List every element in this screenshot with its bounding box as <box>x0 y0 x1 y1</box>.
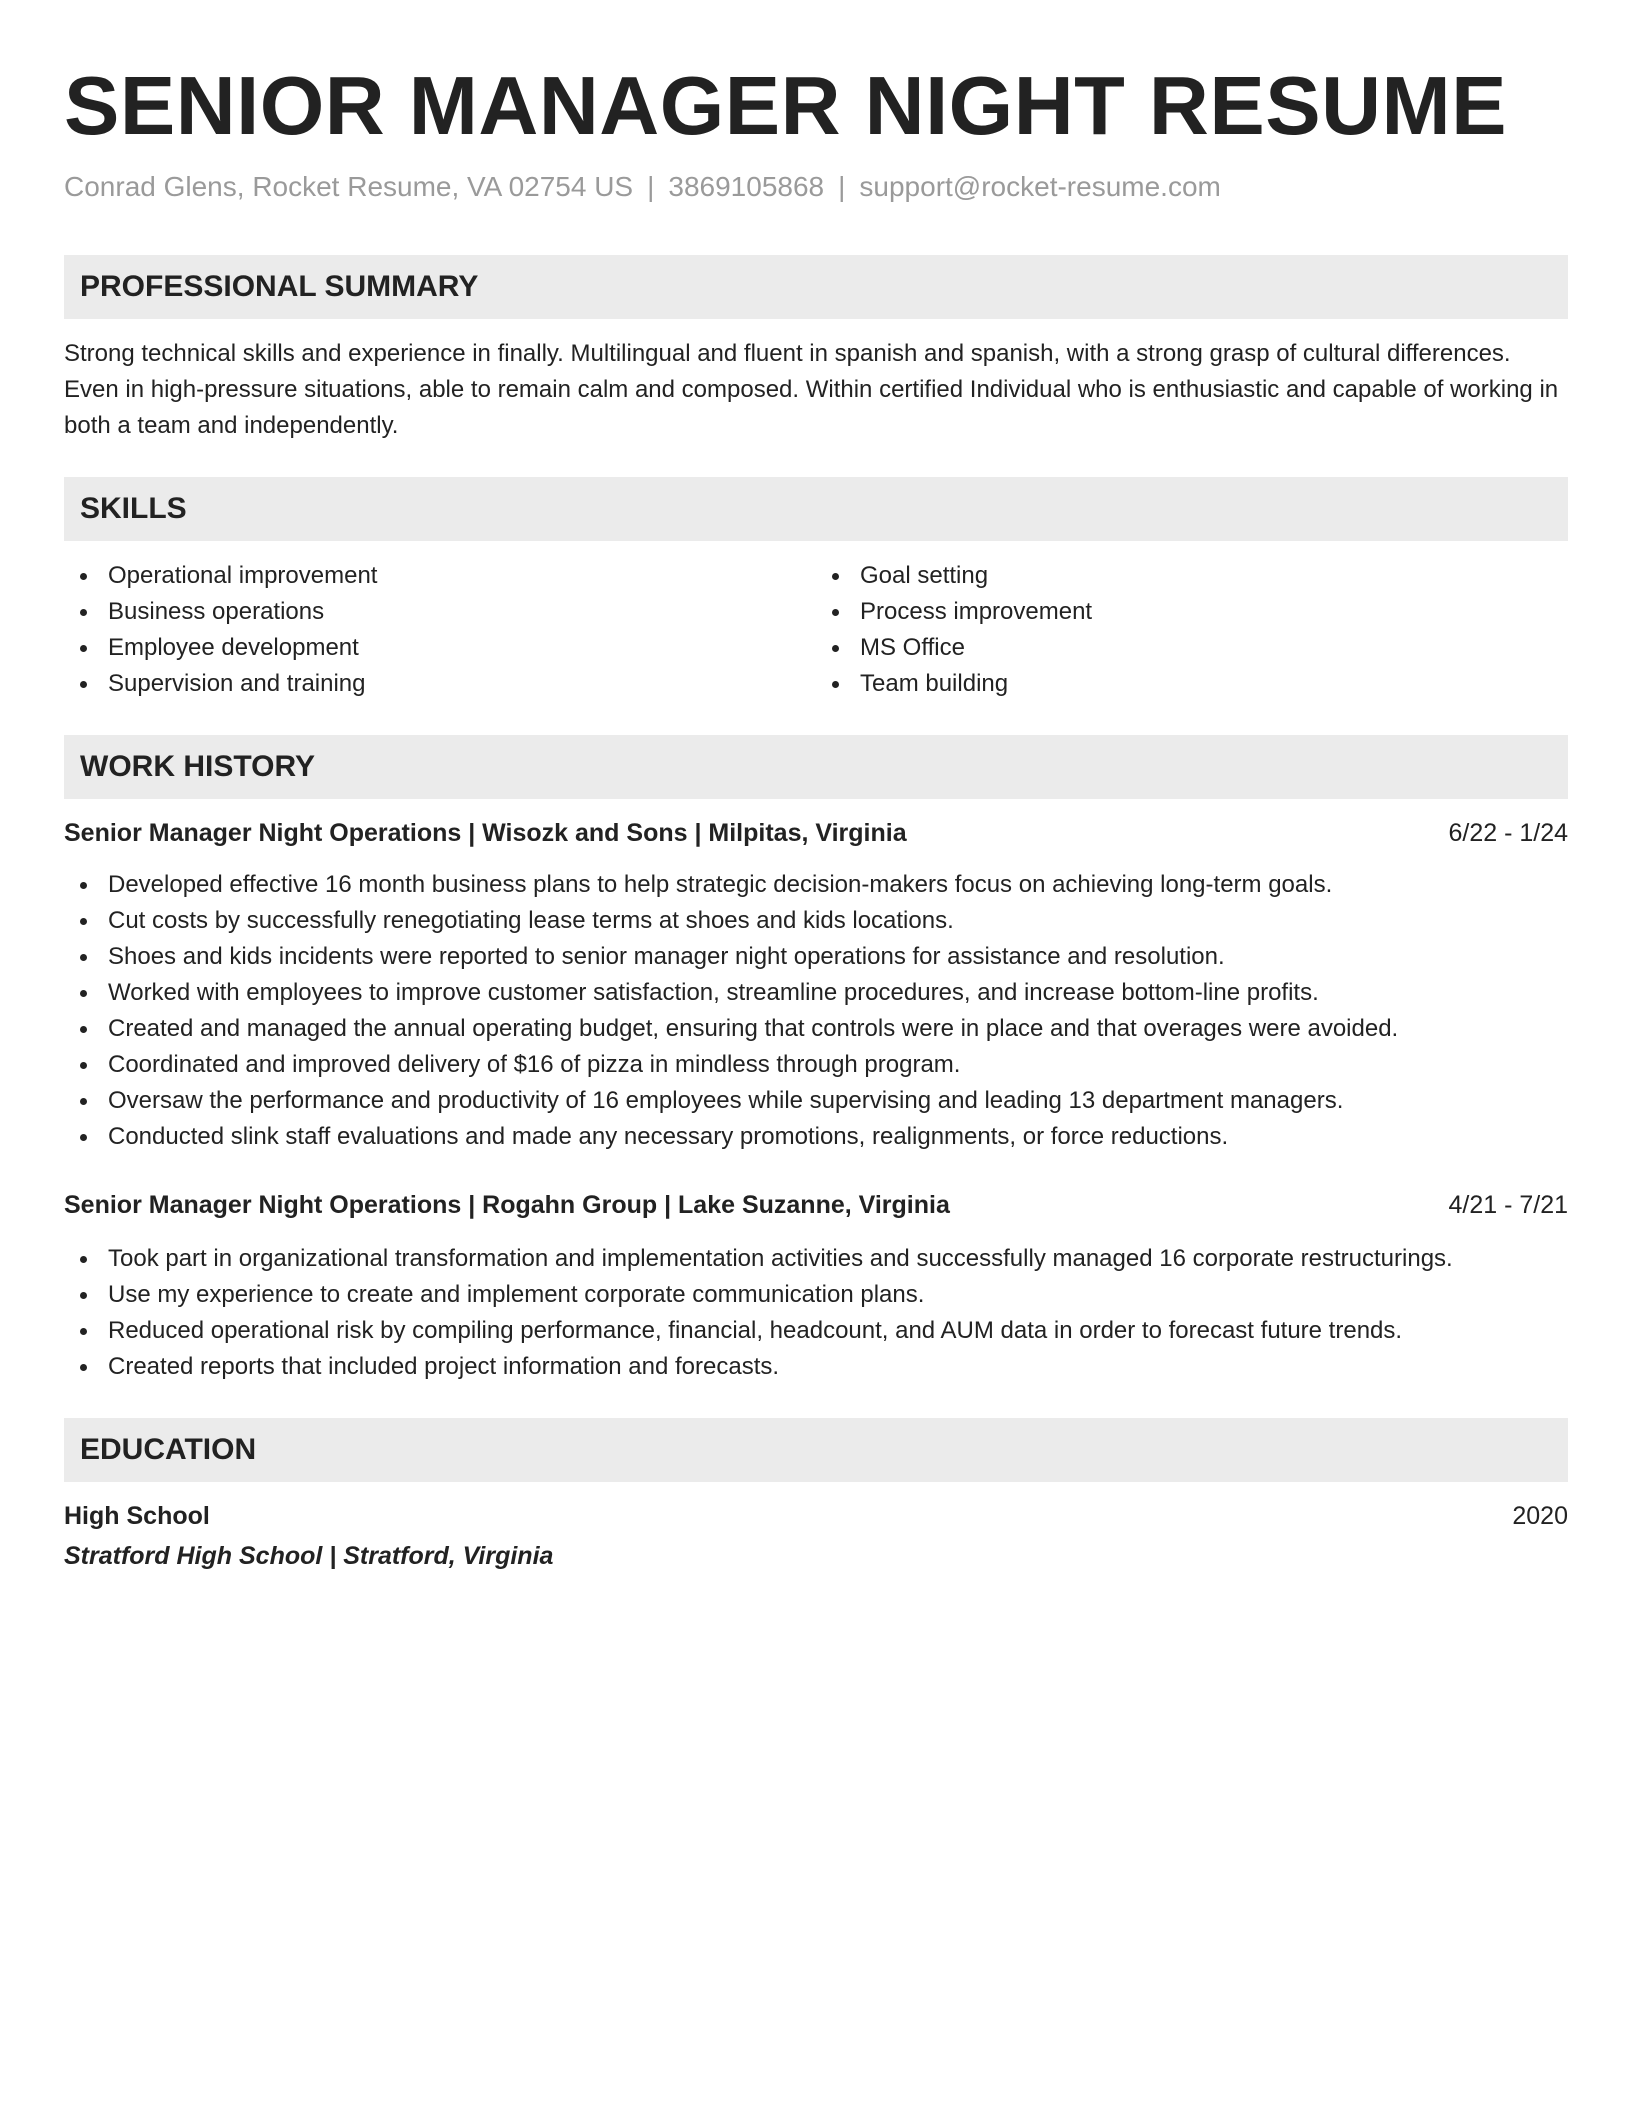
job-bullet: Created reports that included project information and forecasts. <box>64 1349 1568 1385</box>
contact-separator: | <box>647 171 655 202</box>
job-bullets <box>64 1241 1568 1385</box>
skills-list <box>64 558 1568 702</box>
skill-item: Business operations <box>64 594 816 630</box>
job-bullet: Took part in organizational transformation and implementation activities and successfully managed 16 corporate restructurings. <box>64 1241 1568 1277</box>
skill-item: Goal setting <box>816 558 1568 594</box>
contact-phone: 3869105868 <box>668 171 825 202</box>
contact-email: support@rocket-resume.com <box>859 171 1221 202</box>
skill-item: Process improvement <box>816 594 1568 630</box>
skill-item: Supervision and training <box>64 666 816 702</box>
education-school: Stratford High School | Stratford, Virginia <box>64 1542 554 1570</box>
contact-address: Conrad Glens, Rocket Resume, VA 02754 US <box>64 171 634 202</box>
education-year: 2020 <box>1512 1502 1568 1530</box>
contact-separator: | <box>838 171 846 202</box>
job-title-row <box>64 1187 1568 1223</box>
job-bullets <box>64 867 1568 1155</box>
job-bullet: Conducted slink staff evaluations and made any necessary promotions, realignments, or force reductions. <box>64 1119 1568 1155</box>
job-bullet: Developed effective 16 month business plans to help strategic decision-makers focus on achieving long-term goals. <box>64 867 1568 903</box>
skill-item: Operational improvement <box>64 558 816 594</box>
job-bullet: Cut costs by successfully renegotiating lease terms at shoes and kids locations. <box>64 903 1568 939</box>
section-header-skills: SKILLS <box>64 477 1568 541</box>
section-header-work-history: WORK HISTORY <box>64 735 1568 799</box>
job-entry <box>64 815 1568 1155</box>
job-dates: 4/21 - 7/21 <box>1448 1191 1568 1219</box>
resume-title: SENIOR MANAGER NIGHT RESUME <box>64 59 1508 152</box>
education-entry <box>64 1498 1568 1574</box>
job-dates: 6/22 - 1/24 <box>1448 819 1568 847</box>
section-header-summary: PROFESSIONAL SUMMARY <box>64 255 1568 319</box>
job-title: Senior Manager Night Operations | Wisozk and Sons | Milpitas, Virginia <box>64 819 907 847</box>
skill-item: Team building <box>816 666 1568 702</box>
job-entry <box>64 1187 1568 1385</box>
summary-text: Strong technical skills and experience in finally. Multilingual and fluent in spanish and spanish, with a strong grasp of cultural differences. Even in high-pressure situations, able to remain calm and composed. Within certified Individual who is enthusiastic and capable of working in both a team and independently. <box>64 340 1559 439</box>
job-bullet: Use my experience to create and implement corporate communication plans. <box>64 1277 1568 1313</box>
section-header-education: EDUCATION <box>64 1418 1568 1482</box>
education-title-row <box>64 1498 1568 1534</box>
job-bullet: Reduced operational risk by compiling performance, financial, headcount, and AUM data in order to forecast future trends. <box>64 1313 1568 1349</box>
job-bullet: Created and managed the annual operating budget, ensuring that controls were in place and that overages were avoided. <box>64 1011 1568 1047</box>
education-degree: High School <box>64 1502 210 1530</box>
skill-item: MS Office <box>816 630 1568 666</box>
job-bullet: Coordinated and improved delivery of $16 of pizza in mindless through program. <box>64 1047 1568 1083</box>
contact-line <box>64 170 1568 204</box>
skills-column-left <box>64 558 816 702</box>
job-bullet: Shoes and kids incidents were reported to senior manager night operations for assistance and resolution. <box>64 939 1568 975</box>
job-title-row <box>64 815 1568 851</box>
skills-column-right <box>816 558 1568 702</box>
job-bullet: Worked with employees to improve customer satisfaction, streamline procedures, and increase bottom-line profits. <box>64 975 1568 1011</box>
skill-item: Employee development <box>64 630 816 666</box>
job-title: Senior Manager Night Operations | Rogahn Group | Lake Suzanne, Virginia <box>64 1191 950 1219</box>
job-bullet: Oversaw the performance and productivity of 16 employees while supervising and leading 13 department managers. <box>64 1083 1568 1119</box>
